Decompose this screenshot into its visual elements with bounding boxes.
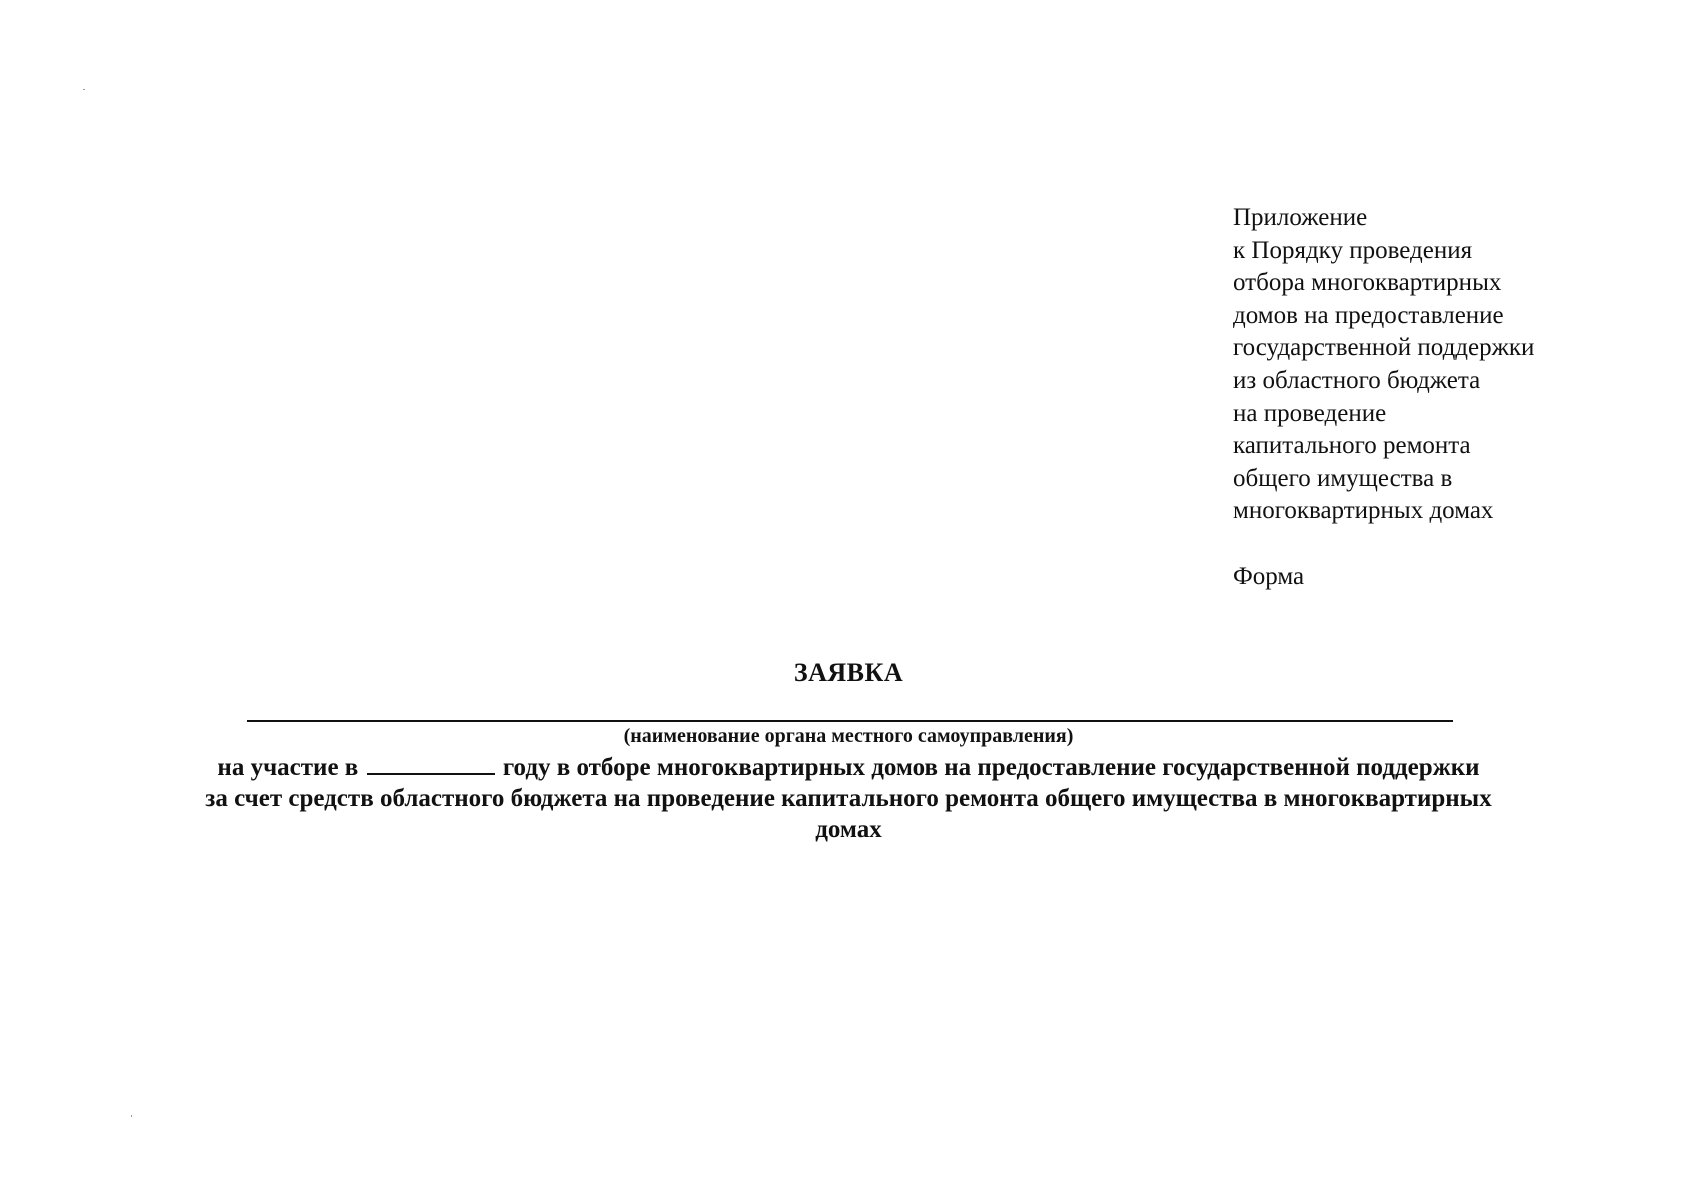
- form-label: Форма: [1233, 563, 1305, 590]
- subject-line-2: за счет средств областного бюджета на проведение капитального ремонта общего имущества в многоквартирных: [205, 785, 1492, 812]
- appendix-block: [1233, 202, 1653, 528]
- appendix-line: отбора многоквартирных: [1233, 269, 1502, 297]
- appendix-line: капитального ремонта: [1233, 432, 1471, 460]
- organization-name-caption: (наименование органа местного самоуправления): [623, 725, 1074, 747]
- subject-line-1-end: году в отборе многоквартирных домов на предоставление государственной поддержки: [502, 754, 1480, 781]
- scan-speck: [131, 1115, 132, 1117]
- appendix-line: из областного бюджета: [1233, 366, 1481, 394]
- scan-speck: [83, 89, 85, 90]
- appendix-line: Приложение: [1233, 204, 1368, 231]
- subject-line-3: домах: [815, 816, 882, 843]
- appendix-line: многоквартирных домах: [1233, 497, 1494, 525]
- appendix-line: общего имущества в: [1233, 464, 1453, 492]
- subject-line-1-start: на участие в: [217, 754, 359, 781]
- application-subject: [100, 751, 1597, 845]
- appendix-line: к Порядку проведения: [1233, 236, 1473, 264]
- subject-line-1: [100, 751, 1597, 783]
- organization-name-line[interactable]: [247, 720, 1453, 722]
- appendix-line: домов на предоставление: [1233, 301, 1504, 329]
- document-title: ЗАЯВКА: [793, 658, 904, 687]
- year-blank[interactable]: [367, 751, 495, 775]
- appendix-line: на проведение: [1233, 399, 1387, 427]
- appendix-line: государственной поддержки: [1233, 334, 1535, 362]
